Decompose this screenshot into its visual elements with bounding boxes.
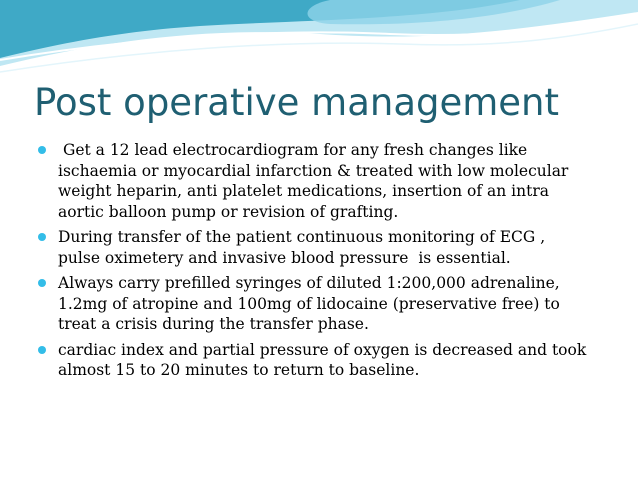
- bullet-dot-icon: [38, 233, 46, 241]
- bullet-dot-icon: [38, 279, 46, 287]
- bullet-item-cardiac-index: [36, 340, 592, 381]
- header-wave-decoration: [0, 0, 638, 80]
- bullet-dot-icon: [38, 146, 46, 154]
- bullet-text: cardiac index and partial pressure of oxygen is decreased and took almost 15 to 20 minutes to return to baseline.: [58, 340, 587, 379]
- bullet-list: [36, 140, 592, 386]
- bullet-item-ecg: [36, 140, 592, 222]
- bullet-text: Get a 12 lead electrocardiogram for any fresh changes like ischaemia or myocardial infarction & treated with low molecular weight heparin, anti platelet medications, insertion of an intra aortic balloon pump or revision of grafting.: [58, 141, 574, 221]
- bullet-text: Always carry prefilled syringes of diluted 1:200,000 adrenaline, 1.2mg of atropine and 100mg of lidocaine (preservative free) to treat a crisis during the transfer phase.: [58, 274, 560, 333]
- bullet-item-transfer-monitoring: [36, 227, 592, 268]
- bullet-dot-icon: [38, 346, 46, 354]
- bullet-text: During transfer of the patient continuous monitoring of ECG , pulse oximetery and invasive blood pressure is essential.: [58, 228, 551, 267]
- slide-title: Post operative management: [34, 81, 560, 124]
- bullet-item-prefilled-syringes: [36, 273, 592, 335]
